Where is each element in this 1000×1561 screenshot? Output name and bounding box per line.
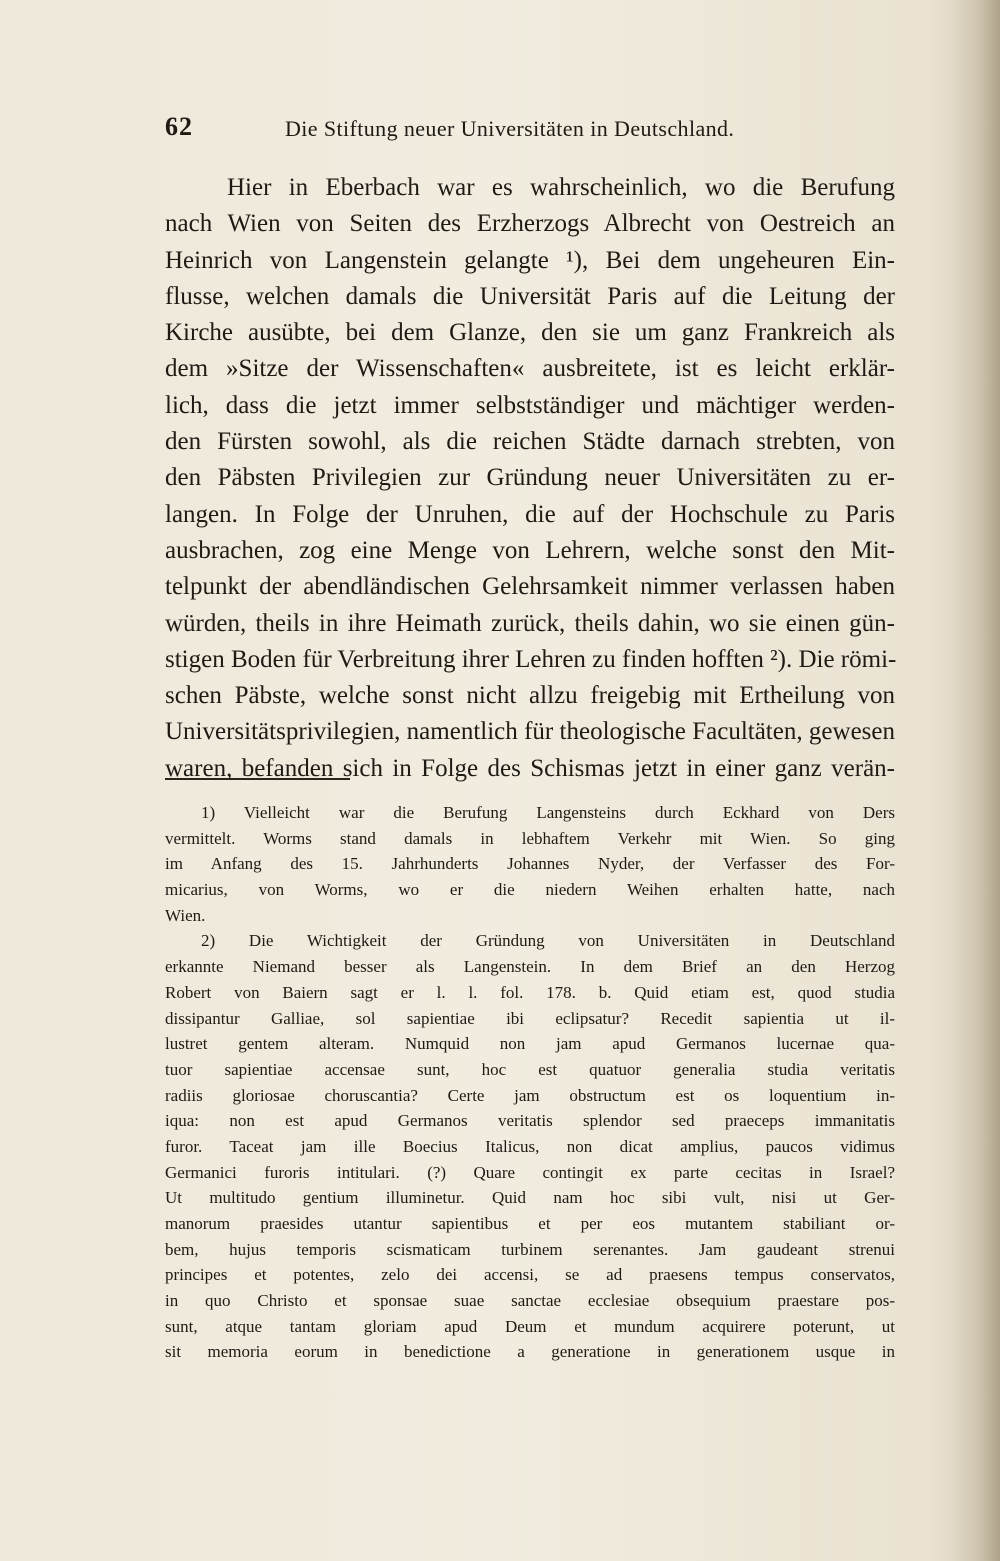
body-line: nach Wien von Seiten des Erzherzogs Albrecht von Oestreich an [165, 210, 895, 238]
footnote-line: Robert von Baiern sagt er l. l. fol. 178. b. Quid etiam est, quod studia [165, 982, 895, 1002]
body-line: dem »Sitze der Wissenschaften« ausbreitete, ist es leicht erklär- [165, 355, 895, 383]
footnote-line: Wien. [165, 905, 206, 925]
running-head: Die Stiftung neuer Universitäten in Deutschland. [285, 116, 735, 141]
footnote-line: bem, hujus temporis scismaticam turbinem serenantes. Jam gaudeant strenui [165, 1239, 895, 1259]
page-number: 62 [165, 112, 193, 141]
footnote-line: micarius, von Worms, wo er die niedern Weihen erhalten hatte, nach [165, 880, 895, 900]
footnote-line: radiis gloriosae choruscantia? Certe jam obstructum est os loquentium in- [165, 1085, 895, 1105]
body-line: langen. In Folge der Unruhen, die auf der Hochschule zu Paris [165, 500, 895, 528]
body-line: Universitätsprivilegien, namentlich für theologische Facultäten, gewesen [165, 718, 895, 746]
body-line: schen Päbste, welche sonst nicht allzu freigebig mit Ertheilung von [165, 682, 895, 710]
body-line: stigen Boden für Verbreitung ihrer Lehren zu finden hofften ²). Die römi- [165, 645, 897, 673]
main-text [165, 170, 895, 787]
footnote-line: manorum praesides utantur sapientibus et per eos mutantem stabiliant or- [165, 1214, 895, 1233]
footnote-line: lustret gentem alteram. Numquid non jam apud Germanos lucernae qua- [165, 1034, 895, 1054]
footnote-line: Ut multitudo gentium illuminetur. Quid nam hoc sibi vult, nisi ut Ger- [165, 1188, 895, 1208]
page-edge-shadow [930, 0, 1000, 1561]
footnote-line: im Anfang des 15. Jahrhunderts Johannes Nyder, der Verfasser des For- [165, 854, 895, 874]
footnote-line: vermittelt. Worms stand damals in lebhaftem Verkehr mit Wien. So ging [165, 828, 895, 848]
footnote-line: principes et potentes, zelo dei accensi, se ad praesens tempus conservatos, [165, 1265, 895, 1285]
body-line: lich, dass die jetzt immer selbstständiger und mächtiger werden- [165, 391, 895, 419]
footnote-line: 1) Vielleicht war die Berufung Langensteins durch Eckhard von Ders [201, 803, 895, 822]
footnote-line: iqua: non est apud Germanos veritatis splendor sed praeceps immanitatis [165, 1111, 895, 1131]
body-line: den Fürsten sowohl, als die reichen Städte darnach strebten, von [165, 428, 895, 456]
body-line: Kirche ausübte, bei dem Glanze, den sie um ganz Frankreich als [165, 319, 895, 347]
footnote-line: dissipantur Galliae, sol sapientiae ibi eclipsatur? Recedit sapientia ut il- [165, 1008, 895, 1028]
body-line: Hier in Eberbach war es wahrscheinlich, wo die Berufung [227, 174, 895, 201]
body-line: telpunkt der abendländischen Gelehrsamkeit nimmer verlassen haben [165, 573, 895, 601]
body-line: würden, theils in ihre Heimath zurück, theils dahin, wo sie einen gün- [165, 609, 895, 637]
body-line: ausbrachen, zog eine Menge von Lehrern, welche sonst den Mit- [165, 536, 895, 564]
body-line: flusse, welchen damals die Universität Paris auf die Leitung der [165, 282, 895, 310]
footnote-line: 2) Die Wichtigkeit der Gründung von Universitäten in Deutschland [201, 931, 895, 951]
footnote-line: tuor sapientiae accensae sunt, hoc est quatuor generalia studia veritatis [165, 1059, 895, 1079]
page-header [165, 112, 895, 152]
footnote-line: furor. Taceat jam ille Boecius Italicus, non dicat amplius, paucos vidimus [165, 1136, 895, 1156]
footnote-line: in quo Christo et sponsae suae sanctae ecclesiae obsequium praestare pos- [165, 1291, 895, 1311]
footnote-line: erkannte Niemand besser als Langenstein. In dem Brief an den Herzog [165, 957, 895, 977]
footnote-line: sit memoria eorum in benedictione a generatione in generationem usque in [165, 1342, 895, 1362]
footnote-line: Germanici furoris intitulari. (?) Quare contingit ex parte cecitas in Israel? [165, 1162, 895, 1182]
footnote-separator [165, 778, 350, 780]
footnotes [165, 800, 895, 1365]
body-line: waren, befanden sich in Folge des Schismas jetzt in einer ganz verän- [165, 754, 895, 782]
body-line: Heinrich von Langenstein gelangte ¹), Bei dem ungeheuren Ein- [165, 246, 895, 274]
body-line: den Päbsten Privilegien zur Gründung neuer Universitäten zu er- [165, 464, 895, 492]
footnote-line: sunt, atque tantam gloriam apud Deum et mundum acquirere poterunt, ut [165, 1316, 895, 1336]
